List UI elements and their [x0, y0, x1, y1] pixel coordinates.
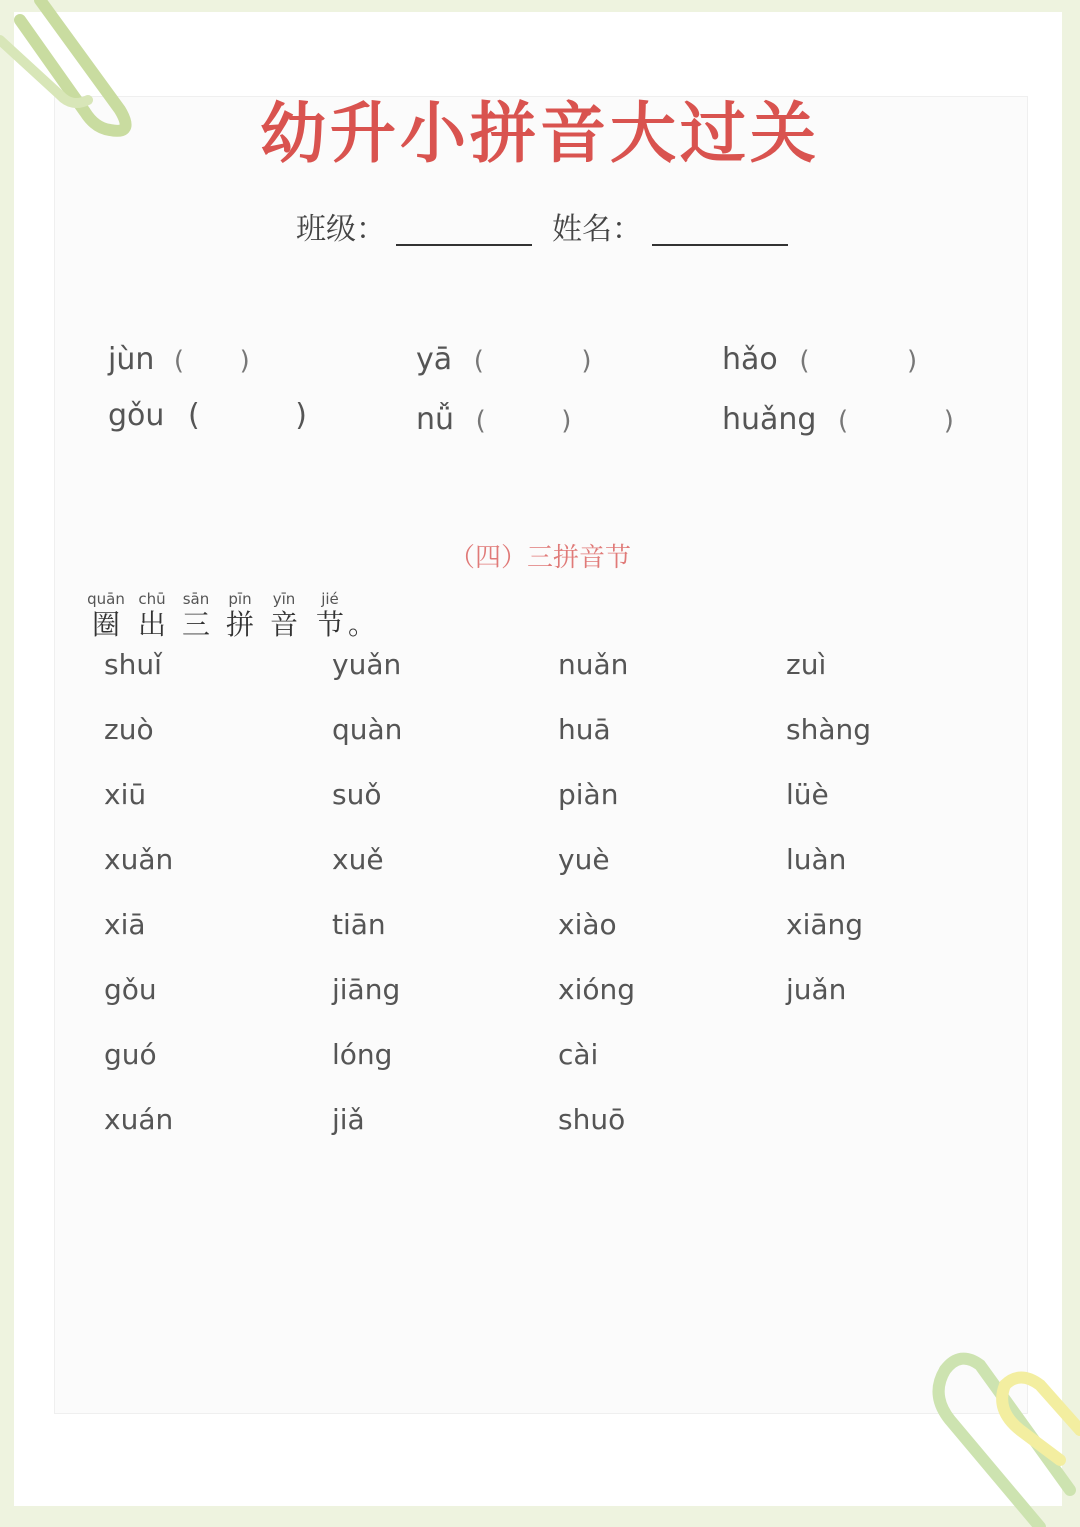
fill-item-close-paren: ) — [943, 406, 954, 436]
fill-item-pinyin: nǚ — [416, 402, 455, 437]
fill-item-pinyin: yā — [416, 342, 453, 377]
fill-item — [722, 340, 917, 381]
fill-item-pinyin: hǎo — [722, 342, 778, 377]
syllable[interactable]: xuǎn — [104, 843, 174, 876]
syllable[interactable]: xiào — [558, 908, 617, 941]
syllable[interactable]: luàn — [786, 843, 847, 876]
section-title: （四）三拼音节 — [448, 543, 631, 573]
fill-item — [416, 400, 571, 441]
paperclip-bottom-right-icon — [920, 1340, 1080, 1527]
class-blank[interactable] — [396, 244, 532, 246]
fill-item — [416, 340, 592, 381]
syllable[interactable]: zuò — [104, 713, 154, 746]
fill-item-close-paren: ) — [907, 346, 918, 376]
syllable[interactable]: guó — [104, 1038, 157, 1071]
worksheet-sheet — [54, 96, 1028, 1414]
syllable[interactable]: xiāng — [786, 908, 864, 941]
syllable[interactable]: jiǎ — [332, 1103, 365, 1136]
fill-item-open-paren: ( — [187, 398, 200, 433]
syllable[interactable]: suǒ — [332, 778, 382, 811]
fill-item-pinyin: jùn — [108, 342, 155, 377]
fill-item-close-paren: ) — [295, 398, 307, 433]
name-blank[interactable] — [652, 244, 788, 246]
syllable[interactable]: cài — [558, 1038, 599, 1071]
fill-item — [108, 396, 307, 436]
fill-item-close-paren: ) — [239, 346, 250, 376]
syllable[interactable]: quàn — [332, 713, 403, 746]
syllable[interactable]: xuě — [332, 843, 384, 876]
syllable[interactable]: xuán — [104, 1103, 174, 1136]
syllable[interactable]: nuǎn — [558, 648, 629, 681]
instruction-char: chū 出 — [137, 590, 166, 641]
fill-item — [108, 340, 250, 381]
syllable[interactable]: xióng — [558, 973, 635, 1006]
syllable[interactable]: shuō — [558, 1103, 626, 1136]
fill-item-pinyin: huǎng — [722, 402, 817, 437]
instruction-char: pīn 拼 — [225, 590, 254, 641]
instruction-char: sān 三 — [181, 590, 210, 641]
syllable[interactable]: xiā — [104, 908, 146, 941]
name-label: 姓名： — [552, 212, 642, 247]
fill-item-pinyin: gǒu — [108, 398, 165, 433]
instruction-char: quān 圈 — [87, 590, 125, 641]
instruction-char: 。 — [347, 608, 376, 641]
syllable[interactable]: jiāng — [332, 973, 401, 1006]
instruction-char: yīn 音 — [269, 590, 298, 641]
syllable[interactable]: tiān — [332, 908, 386, 941]
fill-item-close-paren: ) — [581, 346, 592, 376]
syllable[interactable]: xiū — [104, 778, 147, 811]
syllable[interactable]: lüè — [786, 778, 829, 811]
syllable[interactable]: zuì — [786, 648, 827, 681]
syllable[interactable]: lóng — [332, 1038, 393, 1071]
instruction-char: jié 节 — [315, 590, 344, 641]
syllable[interactable]: shàng — [786, 713, 872, 746]
fill-item-open-paren: ( — [173, 346, 185, 376]
syllable[interactable]: juǎn — [786, 973, 847, 1006]
syllable[interactable]: shuǐ — [104, 648, 162, 681]
syllable[interactable]: huā — [558, 713, 611, 746]
fill-item-open-paren: ( — [473, 346, 484, 376]
fill-item-open-paren: ( — [838, 406, 849, 436]
class-label: 班级： — [296, 212, 386, 247]
fill-item — [722, 400, 954, 441]
syllable[interactable]: gǒu — [104, 973, 157, 1006]
fill-item-open-paren: ( — [475, 406, 486, 436]
page-title: 幼升小拼音大过关 — [260, 95, 820, 172]
syllable[interactable]: yuǎn — [332, 648, 402, 681]
fill-item-close-paren: ) — [561, 406, 572, 436]
fill-item-open-paren: ( — [799, 346, 810, 376]
syllable[interactable]: yuè — [558, 843, 610, 876]
syllable[interactable]: piàn — [558, 778, 619, 811]
